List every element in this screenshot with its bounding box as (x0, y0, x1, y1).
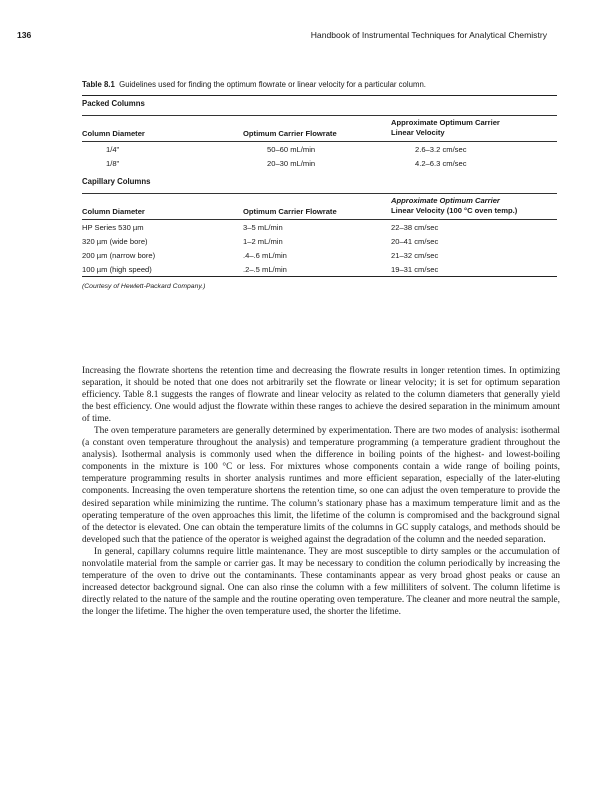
capillary-cell-velocity: 20–41 cm/sec (391, 236, 439, 246)
packed-cell-diameter: 1/4" (106, 144, 120, 154)
capillary-cell-velocity: 22–38 cm/sec (391, 222, 439, 232)
packed-header-velocity-line2: Linear Velocity (391, 128, 445, 137)
capillary-cell-velocity: 21–32 cm/sec (391, 250, 439, 260)
capillary-header-velocity (391, 196, 557, 216)
running-head (0, 30, 601, 44)
packed-header-velocity (391, 118, 557, 138)
body-text (82, 365, 560, 618)
packed-section-title: Packed Columns (82, 99, 145, 108)
paragraph: Increasing the flowrate shortens the retention time and decreasing the flowrate results in longer retention times. In optimizing separation, it should be noted that one does not arbitrarily set the flowrate or linear velocity; it is set for optimum separation efficiency. Table 8.1 suggests the ranges of flowrate and linear velocity as related to the column diameters that generally yield the best efficiency. One would adjust the flowrate within these ranges to achieve the desired separation in the minimum amount of time. (82, 366, 560, 425)
capillary-header-flowrate: Optimum Carrier Flowrate (243, 207, 337, 216)
capillary-header-velocity-line1: Approximate Optimum Carrier (391, 196, 500, 205)
paragraph: The oven temperature parameters are generally determined by experimentation. There are two modes of analysis: isothermal (a constant oven temperature throughout the analysis) and temperature programming (a temperature gradient throughout the analysis). Isothermal analysis is commonly used when the difference in boiling points of the highest- and lowest-boiling components in the mixture is 100 °C or less. For mixtures whose components contain a wide range of boiling points, temperature programming results in shorter analysis runtimes and more efficient separation, especially of the later-eluting components. Increasing the oven temperature shortens the retention time, so one can adjust the oven temperature to provide the desired separation while minimizing the runtime. The column’s stationary phase has a maximum temperature limit and as the operating temperature of the oven approaches this limit, the lifetime of the column is compromised and the background signal of the detector is elevated. One can obtain the temperature limits of the columns in GC supply catalogs, and methods should be developed such that the patience of the operator is weighed against the degradation of the column and the needed separation. (82, 426, 560, 545)
book-title: Handbook of Instrumental Techniques for Analytical Chemistry (310, 30, 547, 40)
packed-header-flowrate: Optimum Carrier Flowrate (243, 129, 337, 138)
capillary-section-title: Capillary Columns (82, 177, 151, 186)
capillary-header-velocity-label: Linear Velocity (391, 206, 445, 215)
table-8-1 (82, 80, 557, 290)
table-caption-text: Guidelines used for finding the optimum flowrate or linear velocity for a particular column. (119, 80, 426, 89)
capillary-cell-flowrate: 1–2 mL/min (243, 236, 283, 246)
capillary-header-row (82, 194, 557, 219)
oven-temp-note: (100 °C oven temp.) (446, 206, 518, 215)
packed-cell-velocity: 4.2–6.3 cm/sec (415, 158, 467, 168)
capillary-cell-flowrate: .2–.5 mL/min (243, 264, 287, 274)
page-number: 136 (17, 30, 32, 40)
packed-cell-diameter: 1/8" (106, 158, 120, 168)
table-row (82, 220, 557, 234)
table-row (82, 234, 557, 248)
capillary-cell-diameter: HP Series 530 µm (82, 222, 144, 232)
table-courtesy-note: (Courtesy of Hewlett-Packard Company.) (82, 283, 206, 290)
packed-cell-flowrate: 20–30 mL/min (267, 158, 316, 168)
packed-header-row (82, 116, 557, 141)
capillary-cell-diameter: 320 µm (wide bore) (82, 236, 148, 246)
table-caption (82, 80, 557, 89)
packed-header-velocity-line1: Approximate Optimum Carrier (391, 118, 500, 127)
capillary-header-velocity-line2 (391, 206, 557, 216)
packed-cell-flowrate: 50–60 mL/min (267, 144, 316, 154)
table-row (82, 262, 557, 276)
packed-cell-velocity: 2.6–3.2 cm/sec (415, 144, 467, 154)
table-label: Table 8.1 (82, 80, 115, 89)
capillary-cell-diameter: 100 µm (high speed) (82, 264, 152, 274)
capillary-cell-flowrate: 3–5 mL/min (243, 222, 283, 232)
capillary-cell-velocity: 19–31 cm/sec (391, 264, 439, 274)
table-row (82, 142, 557, 156)
capillary-cell-diameter: 200 µm (narrow bore) (82, 250, 156, 260)
table-row (82, 156, 557, 170)
capillary-cell-flowrate: .4–.6 mL/min (243, 250, 287, 260)
packed-header-diameter: Column Diameter (82, 129, 145, 138)
paragraph: In general, capillary columns require little maintenance. They are most susceptible to dirty samples or the accumulation of nonvolatile material from the sample or carrier gas. It may be necessary to condition the column periodically by increasing the temperature of the oven to drive out the contaminants. These contaminants appear as very broad ghost peaks or cause an increased detector background signal. One can also rinse the column with a few milliliters of solvent. The column lifetime is directly related to the nature of the sample and the routine operating oven temperature. The cleaner and more neutral the sample, the longer the lifetime. The higher the oven temperature used, the shorter the lifetime. (82, 546, 560, 617)
table-row (82, 248, 557, 262)
capillary-header-diameter: Column Diameter (82, 207, 145, 216)
